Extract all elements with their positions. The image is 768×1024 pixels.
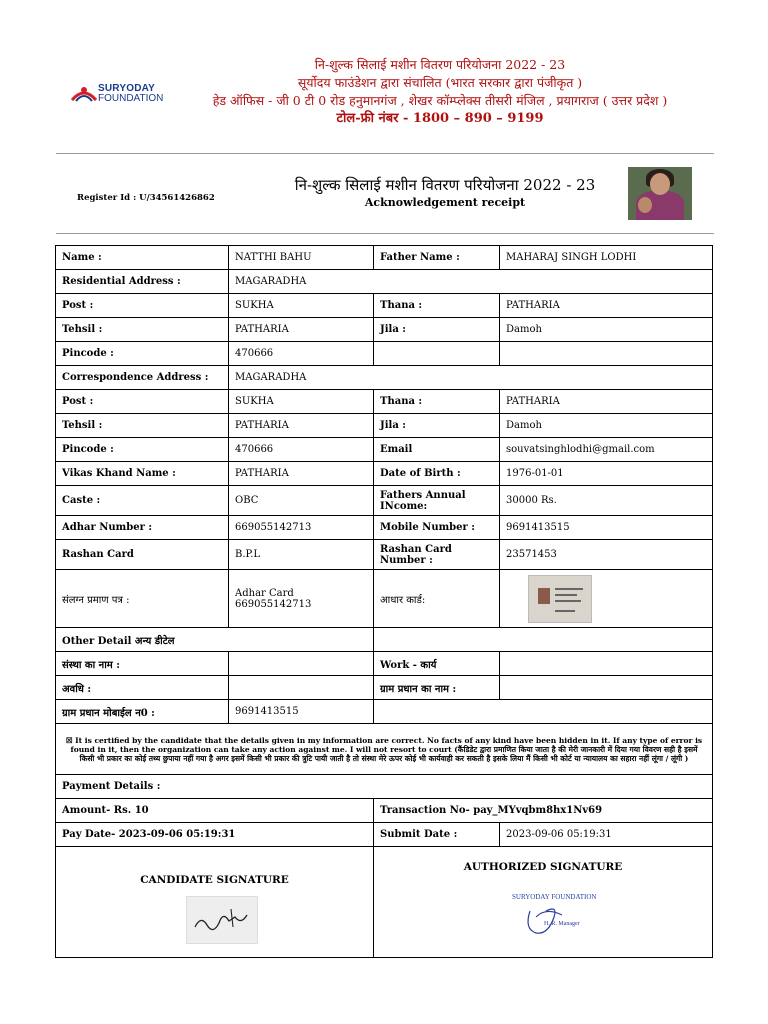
empty-cell [374,342,500,366]
table-row [56,414,713,438]
signature-scribble-icon [187,897,257,943]
pradhan-name-label: ग्राम प्रधान का नाम : [374,676,500,700]
pradhan-name-value [500,676,713,700]
table-row [56,799,713,823]
applicant-details-table [55,245,713,958]
table-row [56,270,713,294]
declaration-text: ☒ It is certified by the candidate that the details given in my information are correct. No facts of any kind have been hidden in it. If any type of error is found in it, then the organization can take any action against me. I will not resort to court (कैंडिडेट द्वारा प्रमाणित किया जाता है की मेरी जानकारी में दिया गया विवरण सही है इसमें किसी भी प्रकार का कोई तथ्य छुपाया नहीं गया है अगर इसमें किसी भी प्रकार की त्रुटि पायी जाती है तो संस्था मेरे ऊपर कोई भी कार्यवाही कर सकती है इसके लिया मैं किसी भी कोर्ट या न्यायालय का सहारा नहीं लूंगा / लूंगी ) [56,724,713,775]
svg-text:SURYODAY FOUNDATION: SURYODAY FOUNDATION [512,893,596,901]
rashan-card-value: B.P.L [229,540,374,570]
post-label: Post : [56,294,229,318]
tehsil-value: PATHARIA [229,318,374,342]
post-value: SUKHA [229,294,374,318]
amount-value: Amount- Rs. 10 [56,799,374,823]
table-row [56,318,713,342]
tehsil-value: PATHARIA [229,414,374,438]
foundation-stamp-icon [506,881,596,945]
aadhar-card-image [528,575,592,623]
caste-value: OBC [229,486,374,516]
pay-date: Pay Date- 2023-09-06 05:19:31 [56,823,374,847]
empty-cell [374,700,713,724]
logo-emblem-icon [70,82,98,104]
work-label: Work - कार्य [374,652,500,676]
project-title-hi: नि-शुल्क सिलाई मशीन वितरण परियोजना 2022 - 23 [314,57,566,72]
sanstha-name-value [229,652,374,676]
receipt-subtitle: Acknowledgement receipt [364,196,526,209]
jila-value: Damoh [500,318,713,342]
correspondence-address-value: MAGARADHA [229,366,713,390]
table-row [56,540,713,570]
email-value: souvatsinghlodhi@gmail.com [500,438,713,462]
candidate-signature-cell [56,847,374,958]
rashan-card-label: Rashan Card [56,540,229,570]
residential-address-label: Residential Address : [56,270,229,294]
post-label: Post : [56,390,229,414]
receipt-title: नि-शुल्क सिलाई मशीन वितरण परियोजना 2022 - 23 [294,176,596,194]
attached-proof-label: संलग्न प्रमाण पत्र : [56,570,229,628]
table-row [56,775,713,799]
correspondence-address-label: Correspondence Address : [56,366,229,390]
caste-label: Caste : [56,486,229,516]
proof-type: Adhar Card [235,587,294,599]
submit-date-label: Submit Date : [374,823,500,847]
adhar-number-label: Adhar Number : [56,516,229,540]
table-row [56,628,713,652]
suryoday-logo [70,84,180,128]
register-id: Register Id : U/34561426862 [77,193,215,203]
thana-label: Thana : [374,390,500,414]
authorized-stamp [506,881,596,945]
tehsil-label: Tehsil : [56,318,229,342]
dob-value: 1976-01-01 [500,462,713,486]
vikas-khand-value: PATHARIA [229,462,374,486]
mobile-number-label: Mobile Number : [374,516,500,540]
transaction-number: Transaction No- pay_MYvqbm8hx1Nv69 [374,799,713,823]
table-row [56,342,713,366]
jila-value: Damoh [500,414,713,438]
rashan-card-number-value: 23571453 [500,540,713,570]
attached-proof-value [229,570,374,628]
name-label: Name : [56,246,229,270]
empty-cell [500,342,713,366]
annual-income-value: 30000 Rs. [500,486,713,516]
avadhi-value [229,676,374,700]
pincode-value: 470666 [229,438,374,462]
payment-details-label: Payment Details : [56,775,713,799]
rashan-card-number-label: Rashan Card Number : [374,540,500,570]
authorized-signature-cell [374,847,713,958]
divider-bottom [56,233,714,234]
pincode-value: 470666 [229,342,374,366]
dob-label: Date of Birth : [374,462,500,486]
email-label: Email [374,438,500,462]
tehsil-label: Tehsil : [56,414,229,438]
table-row [56,847,713,958]
father-name-value: MAHARAJ SINGH LODHI [500,246,713,270]
jila-label: Jila : [374,414,500,438]
mobile-number-value: 9691413515 [500,516,713,540]
thana-value: PATHARIA [500,390,713,414]
candidate-signature-label: CANDIDATE SIGNATURE [140,874,289,886]
table-row [56,438,713,462]
table-row [56,570,713,628]
thana-label: Thana : [374,294,500,318]
authorized-signature-label: AUTHORIZED SIGNATURE [463,861,623,873]
proof-number: 669055142713 [235,598,312,610]
other-detail-label: Other Detail अन्य डीटेल [56,628,374,652]
post-value: SUKHA [229,390,374,414]
pradhan-mobile-label: ग्राम प्रधान मोबाईल न0 : [56,700,229,724]
table-row [56,462,713,486]
pincode-label: Pincode : [56,438,229,462]
table-row [56,246,713,270]
pincode-label: Pincode : [56,342,229,366]
foundation-line: सूर्योदय फाउंडेशन द्वारा संचालित (भारत सरकार द्वारा पंजीकृत ) [297,75,583,90]
head-office-address: हेड ऑफिस - जी 0 टी 0 रोड हनुमानगंज , शेखर कॉम्प्लेक्स तीसरी मंजिल , प्रयागराज ( उत्तर प्रदेश ) [212,93,668,108]
table-row [56,516,713,540]
annual-income-label: Fathers Annual INcome: [374,486,500,516]
logo-name: SURYODAY [98,83,155,94]
table-row [56,366,713,390]
adhar-number-value: 669055142713 [229,516,374,540]
table-row [56,700,713,724]
work-value [500,652,713,676]
thana-value: PATHARIA [500,294,713,318]
sanstha-name-label: संस्था का नाम : [56,652,229,676]
father-name-label: Father Name : [374,246,500,270]
logo-subtitle: FOUNDATION [98,93,164,104]
pradhan-mobile-value: 9691413515 [229,700,374,724]
table-row [56,724,713,775]
name-value: NATTHI BAHU [229,246,374,270]
submit-date-value: 2023-09-06 05:19:31 [500,823,713,847]
divider-top [56,153,714,154]
letterhead [0,50,768,142]
candidate-signature-image [186,896,258,944]
residential-address-value: MAGARADHA [229,270,713,294]
table-row [56,294,713,318]
vikas-khand-label: Vikas Khand Name : [56,462,229,486]
table-row [56,823,713,847]
applicant-photo [628,167,692,220]
empty-cell [374,628,713,652]
table-row [56,390,713,414]
toll-free-number: टोल-फ्री नंबर - 1800 – 890 – 9199 [336,111,544,126]
aadhar-card-image-cell [500,570,713,628]
table-row [56,486,713,516]
letterhead-text [185,56,695,128]
aadhar-card-label: आधार कार्ड: [374,570,500,628]
jila-label: Jila : [374,318,500,342]
table-row [56,676,713,700]
svg-text:H. R. Manager: H. R. Manager [544,921,580,927]
avadhi-label: अवधि : [56,676,229,700]
table-row [56,652,713,676]
